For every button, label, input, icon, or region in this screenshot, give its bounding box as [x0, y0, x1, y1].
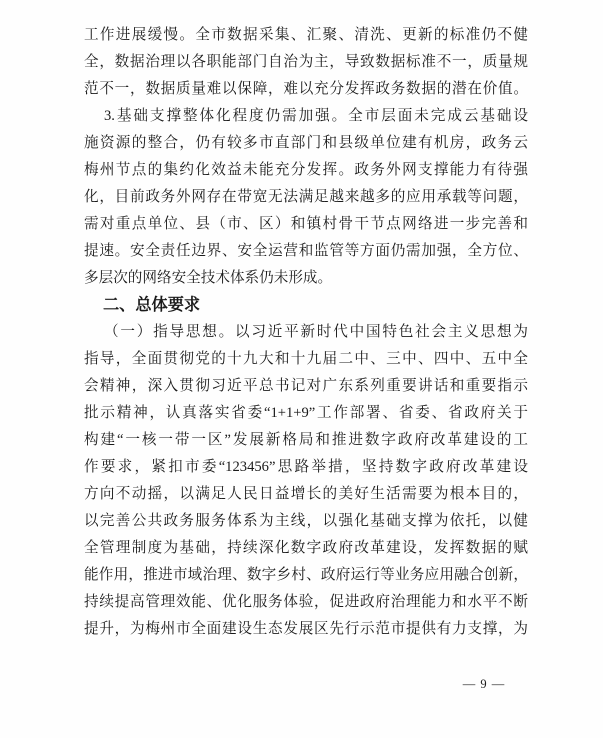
text-line: 指导，全面贯彻党的十九大和十九届二中、三中、四中、五中全 [84, 351, 528, 367]
text-line: 工作进展缓慢。全市数据采集、汇聚、清洗、更新的标准仍不健 [84, 27, 528, 43]
section-heading: 二、总体要求 [103, 296, 201, 314]
text-line: 化，目前政务外网存在带宽无法满足越来越多的应用承载等问题， [84, 189, 528, 205]
text-line: 施资源的整合，仍有较多市直部门和县级单位建有机房，政务云 [84, 135, 528, 151]
text-line: 能作用，推进市域治理、数字乡村、政府运行等业务应用融合创新， [84, 567, 528, 583]
text-line: 提速。安全责任边界、安全运营和监管等方面仍需加强，全方位、 [84, 243, 528, 259]
document-body [84, 22, 528, 643]
text-line: 多层次的网络安全技术体系仍未形成。 [84, 270, 333, 286]
text-line: 梅州节点的集约化效益未能充分发挥。政务外网支撑能力有待强 [84, 162, 528, 178]
text-line: 提升，为梅州市全面建设生态发展区先行示范市提供有力支撑，为 [84, 621, 528, 637]
text-line: 全，数据治理以各职能部门自治为主，导致数据标准不一，质量规 [84, 54, 528, 70]
text-line: 全管理制度为基础，持续深化数字政府改革建设，发挥数据的赋 [84, 540, 528, 556]
text-line: 持续提高管理效能、优化服务体验，促进政府治理能力和水平不断 [84, 594, 528, 610]
text-line: 方向不动摇，以满足人民日益增长的美好生活需要为根本目的， [84, 486, 528, 502]
text-line: （一）指导思想。以习近平新时代中国特色社会主义思想为 [104, 324, 528, 340]
text-line: 3.基础支撑整体化程度仍需加强。全市层面未完成云基础设 [104, 108, 528, 124]
text-line: 以完善公共政务服务体系为主线，以强化基础支撑为依托，以健 [84, 513, 528, 529]
text-line: 会精神，深入贯彻习近平总书记对广东系列重要讲话和重要指示 [84, 378, 528, 394]
text-line: 批示精神，认真落实省委“1+1+9”工作部署、省委、省政府关于 [84, 405, 528, 421]
text-line: 需对重点单位、县（市、区）和镇村骨干节点网络进一步完善和 [84, 216, 528, 232]
text-line: 作要求，紧扣市委“123456”思路举措，坚持数字政府改革建设 [84, 459, 528, 475]
text-line: 范不一，数据质量难以保障，难以充分发挥政务数据的潜在价值。 [84, 81, 528, 97]
page-number: — 9 — [462, 677, 506, 691]
text-line: 构建“一核一带一区”发展新格局和推进数字政府改革建设的工 [84, 432, 528, 448]
